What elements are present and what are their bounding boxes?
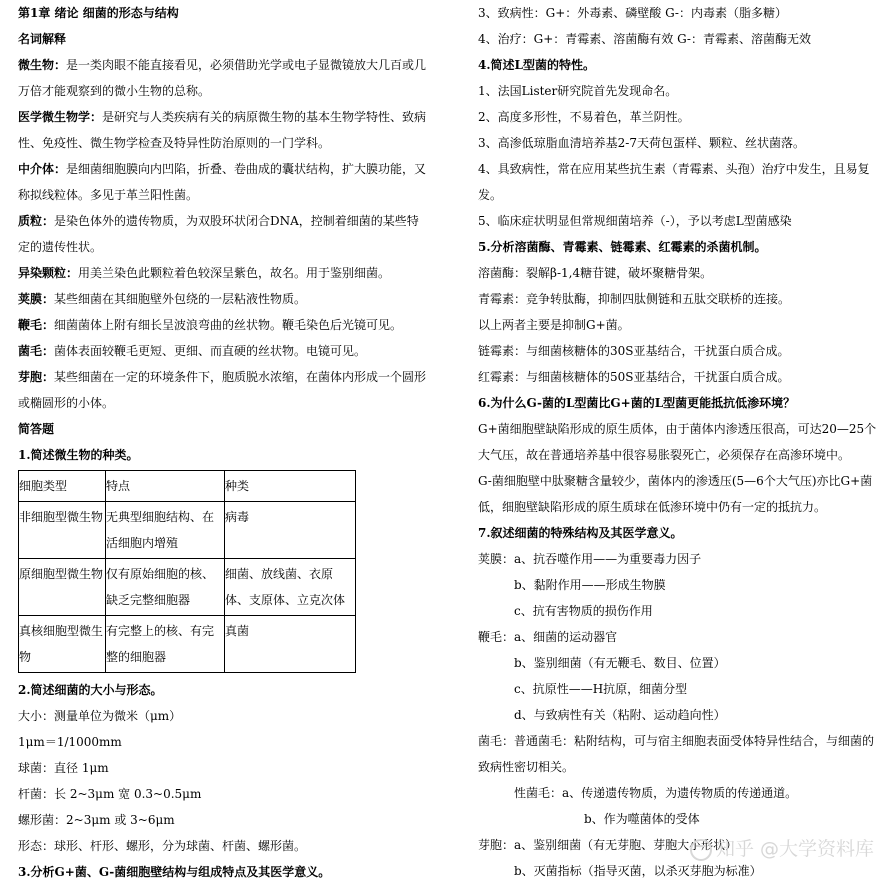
list-item: 以上两者主要是抑制G+菌。 [478,318,630,332]
left-column [18,0,428,885]
paragraph: G-菌细胞壁中肽聚糖含量较少，菌体内的渗透压(5—6个大气压)亦比G+菌低，细胞壁缺陷形成的原生质球在低渗环境中仍有一定的抵抗力。 [478,474,873,514]
osmotic-answer [478,416,882,520]
glossary-item [18,208,428,260]
watermark [684,834,874,861]
list-item: 4、治疗：G+：青霉素、溶菌酶有效 G-：青霉素、溶菌酶无效 [478,32,811,46]
list-item [478,858,882,884]
list-item: 溶菌酶：裂解β-1,4糖苷键，破坏聚糖骨架。 [478,266,713,280]
glossary-item [18,286,428,312]
list-item: 2、高度多形性，不易着色，革兰阴性。 [478,110,690,124]
item-text: b、鉴别细菌（有无鞭毛、数目、位置） [514,656,726,670]
right-column [478,0,882,884]
list-item: 螺形菌：2~3μm 或 3~6μm [18,813,175,827]
mechanism-list [478,260,882,390]
list-item [478,598,882,624]
list-item [478,780,882,806]
glossary-definition: 是研究与人类疾病有关的病原微生物的基本生物学特性、致病性、免疫性、微生物学检查及特异性防治原则的一门学科。 [18,110,427,150]
question-4: 4.简述L型菌的特性。 [478,58,595,72]
glossary-heading: 名词解释 [18,32,67,46]
glossary-term: 微生物： [18,58,67,72]
list-item: 形态：球形、杆形、螺形，分为球菌、杆菌、螺形菌。 [18,839,307,853]
glossary-definition: 是染色体外的遗传物质，为双股环状闭合DNA，控制着细菌的某些特定的遗传性状。 [18,214,419,254]
glossary-item [18,338,428,364]
microbe-types-table [18,470,356,673]
glossary-item [18,312,428,338]
list-item: 青霉素：竞争转肽酶，抑制四肽侧链和五肽交联桥的连接。 [478,292,791,306]
special-structures-list [478,546,882,728]
question-3: 3.分析G+菌、G-菌细胞壁结构与组成特点及其医学意义。 [18,865,331,879]
item-text: c、抗有害物质的损伤作用 [514,604,653,618]
l-form-list [478,78,882,234]
glossary-term: 荚膜： [18,292,55,306]
list-item: 链霉素：与细菌核糖体的30S亚基结合，干扰蛋白质合成。 [478,344,790,358]
glossary-term: 鞭毛： [18,318,55,332]
table-header-cell: 特点 [106,471,225,502]
list-item [478,624,882,650]
table-cell: 病毒 [225,502,356,559]
table-row [19,502,356,559]
list-item: 3、高渗低琼脂血清培养基2-7天荷包蛋样、颗粒、丝状菌落。 [478,136,805,150]
list-item: 1μm＝1/1000mm [18,735,122,749]
cell-wall-continued [478,0,882,52]
item-text: a、鉴别细菌（有无芽胞、芽胞大小形状） [514,838,738,852]
glossary-item [18,104,428,156]
glossary-definition: 细菌菌体上附有细长呈波浪弯曲的丝状物。鞭毛染色后光镜可见。 [54,318,403,332]
short-answer-heading: 简答题 [18,422,55,436]
glossary-term: 中介体： [18,162,67,176]
glossary-definition: 某些细菌在其细胞壁外包绕的一层粘液性物质。 [54,292,307,306]
item-lead: 荚膜： [478,552,515,566]
question-2: 2.简述细菌的大小与形态。 [18,683,163,697]
item-text: b、灭菌指标（指导灭菌，以杀灭芽胞为标准） [514,864,762,878]
zhihu-logo-icon [690,839,712,861]
item-text: a、抗吞噬作用——为重要毒力因子 [514,552,702,566]
pili-list [478,780,882,832]
table-cell: 有完整上的核、有完整的细胞器 [106,616,225,673]
item-text: 性菌毛：a、传递遗传物质，为遗传物质的传递通道。 [514,786,798,800]
list-item [478,702,882,728]
glossary-definition: 用美兰染色此颗粒着色较深呈紫色，故名。用于鉴别细菌。 [78,266,391,280]
list-item: 球菌：直径 1μm [18,761,109,775]
glossary-definition: 菌体表面较鞭毛更短、更细、而直硬的丝状物。电镜可见。 [54,344,367,358]
glossary-definition: 某些细菌在一定的环境条件下，胞质脱水浓缩，在菌体内形成一个圆形或椭圆形的小体。 [18,370,427,410]
table-cell: 细菌、放线菌、衣原体、支原体、立克次体 [225,559,356,616]
list-item [478,676,882,702]
glossary-item [18,364,428,416]
list-item [478,546,882,572]
list-item: 3、致病性：G+：外毒素、磷壁酸 G-：内毒素（脂多糖） [478,6,787,20]
list-item: 杆菌：长 2~3μm 宽 0.3~0.5μm [18,787,202,801]
question-6: 6.为什么G-菌的L型菌比G+菌的L型菌更能抵抗低渗环境？ [478,396,796,410]
question-5: 5.分析溶菌酶、青霉素、链霉素、红霉素的杀菌机制。 [478,240,767,254]
glossary-term: 医学微生物学： [18,110,103,124]
glossary-list [18,52,428,416]
list-item: 4、具致病性，常在应用某些抗生素（青霉素、头孢）治疗中发生，且易复发。 [478,162,870,202]
question-7: 7.叙述细菌的特殊结构及其医学意义。 [478,526,683,540]
item-text: d、与致病性有关（粘附、运动趋向性） [514,708,726,722]
glossary-term: 菌毛： [18,344,55,358]
list-item: 1、法国Lister研究院首先发现命名。 [478,84,678,98]
table-cell: 真核细胞型微生物 [19,616,106,673]
glossary-item [18,52,428,104]
list-item: 红霉素：与细菌核糖体的50S亚基结合，干扰蛋白质合成。 [478,370,790,384]
paragraph: G+菌细胞壁缺陷形成的原生质体，由于菌体内渗透压很高，可达20—25个大气压，故在普通培养基中很容易胀裂死亡，必须保存在高渗环境中。 [478,422,877,462]
glossary-term: 异染颗粒： [18,266,79,280]
table-cell: 原细胞型微生物 [19,559,106,616]
item-text: a、细菌的运动器官 [514,630,618,644]
question-1: 1.简述微生物的种类。 [18,448,139,462]
table-cell: 无典型细胞结构、在活细胞内增殖 [106,502,225,559]
list-item [478,650,882,676]
glossary-definition: 是一类肉眼不能直接看见，必须借助光学或电子显微镜放大几百或几万倍才能观察到的微小生物的总称。 [18,58,427,98]
glossary-definition: 是细菌细胞膜向内凹陷，折叠、卷曲成的囊状结构，扩大膜功能，又称拟线粒体。多见于革兰阳性菌。 [18,162,427,202]
table-header-row [19,471,356,502]
glossary-term: 芽胞： [18,370,55,384]
table-header-cell: 细胞类型 [19,471,106,502]
size-shape-list [18,703,428,859]
watermark-text: 知乎 @大学资料库 [715,838,874,860]
pili-paragraph: 菌毛：普通菌毛：粘附结构，可与宿主细胞表面受体特异性结合，与细菌的致病性密切相关。 [478,734,875,774]
item-lead: 芽胞： [478,838,515,852]
item-text: b、黏附作用——形成生物膜 [514,578,666,592]
list-item: 大小：测量单位为微米（μm） [18,709,182,723]
table-row [19,559,356,616]
glossary-item [18,260,428,286]
table-cell: 仅有原始细胞的核、缺乏完整细胞器 [106,559,225,616]
table-row [19,616,356,673]
item-text: c、抗原性——H抗原，细菌分型 [514,682,688,696]
list-item [478,572,882,598]
table-cell: 非细胞型微生物 [19,502,106,559]
chapter-header: 第1章 绪论 细菌的形态与结构 [18,6,179,20]
list-item: 5、临床症状明显但常规细菌培养（-），予以考虑L型菌感染 [478,214,792,228]
list-item [478,806,882,832]
item-text: b、作为噬菌体的受体 [584,812,700,826]
item-lead: 鞭毛： [478,630,515,644]
table-header-cell: 种类 [225,471,356,502]
glossary-item [18,156,428,208]
table-cell: 真菌 [225,616,356,673]
glossary-term: 质粒： [18,214,55,228]
